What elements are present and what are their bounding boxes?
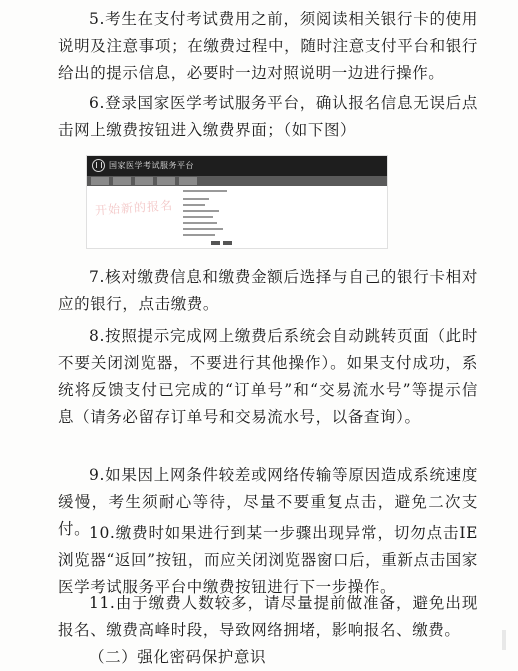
screenshot-stamp-text: 开始新的报名 [94, 198, 174, 218]
margin-mark [502, 630, 506, 650]
payment-page-screenshot [86, 155, 388, 249]
screenshot-nav-bar [87, 176, 387, 186]
paragraph-7: 7.核对缴费信息和缴费金额后选择与自己的银行卡相对应的银行，点击缴费。 [58, 268, 478, 313]
screenshot-text-line [183, 216, 213, 218]
screenshot-text-line [183, 198, 209, 200]
screenshot-nav-item [179, 177, 197, 185]
screenshot-button [223, 241, 232, 245]
screenshot-nav-item [91, 177, 109, 185]
paragraph-9: 9.如果因上网条件较差或网络传输等原因造成系统速度缓慢，考生须耐心等待，尽量不要重复点击，避免二次支付。 [58, 466, 478, 538]
section-heading: （二）强化密码保护意识 [89, 648, 267, 666]
screenshot-text-line [183, 210, 219, 212]
screenshot-text-line [183, 204, 205, 206]
paragraph-8: 8.按照提示完成网上缴费后系统会自动跳转页面（此时不要关闭浏览器，不要进行其他操作）。如果支付成功，系统将反馈支付已完成的“订单号”和“交易流水号”等提示信息（请务必留存订单号和交易流水号，以备查询）。 [58, 327, 478, 426]
paragraph-10: 10.缴费时如果进行到某一步骤出现异常，切勿点击IE浏览器“返回”按钮，而应关闭浏览器窗口后，重新点击国家医学考试服务平台中缴费按钮进行下一步操作。 [58, 524, 478, 596]
screenshot-nav-item [157, 177, 175, 185]
screenshot-text-line [183, 234, 215, 236]
screenshot-button [211, 241, 220, 245]
platform-logo-icon [92, 159, 105, 172]
screenshot-text-line [183, 222, 217, 224]
paragraph-11: 11.由于缴费人数较多，请尽量提前做准备，避免出现报名、缴费高峰时段，导致网络拥堵，影响报名、缴费。 [58, 594, 478, 639]
screenshot-text-line [183, 190, 227, 192]
screenshot-nav-item [135, 177, 153, 185]
screenshot-nav-item [113, 177, 131, 185]
screenshot-header-title: 国家医学考试服务平台 [109, 161, 194, 170]
screenshot-form-area [183, 190, 288, 246]
paragraph-6: 6.登录国家医学考试服务平台，确认报名信息无误后点击网上缴费按钮进入缴费界面；（如下图） [58, 94, 478, 139]
screenshot-text-line [183, 228, 223, 230]
screenshot-header-bar [87, 156, 387, 176]
paragraph-5: 5.考生在支付考试费用之前，须阅读相关银行卡的使用说明及注意事项；在缴费过程中，随时注意支付平台和银行给出的提示信息，必要时一边对照说明一边进行操作。 [58, 10, 478, 82]
